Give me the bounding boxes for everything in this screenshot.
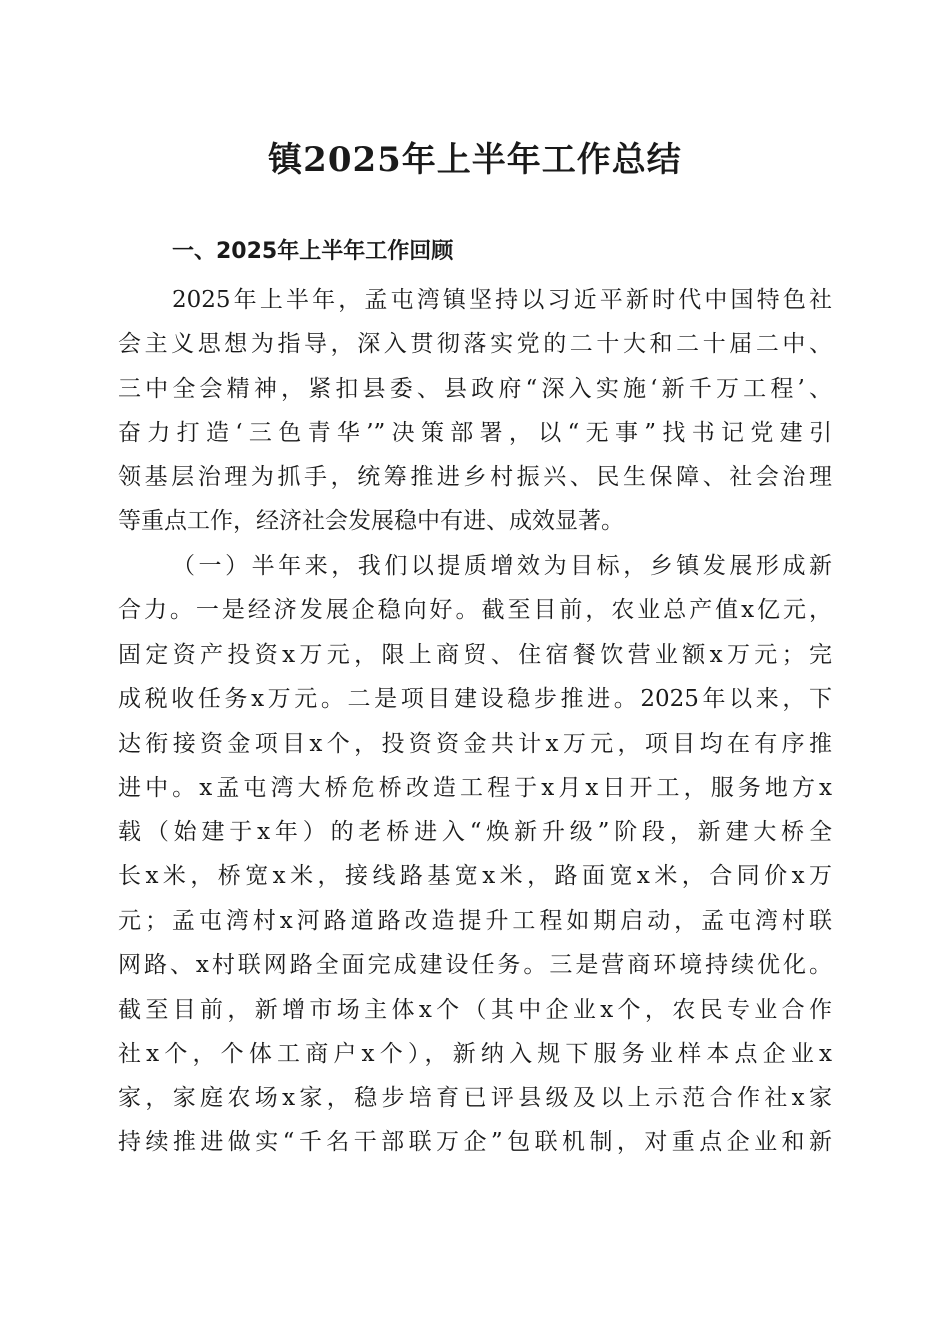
paragraph-line: 2025年上半年，孟屯湾镇坚持以习近平新时代中国特色社	[172, 287, 832, 313]
paragraph-line: 奋力打造‘三色青华’”决策部署，以“无事”找书记党建引	[118, 420, 832, 446]
document-title: 镇2025年上半年工作总结	[268, 140, 682, 180]
paragraph-line: 等重点工作，经济社会发展稳中有进、成效显著。	[118, 508, 624, 534]
paragraph-line: 长x米，桥宽x米，接线路基宽x米，路面宽x米，合同价x万	[118, 863, 832, 889]
paragraph-line: 载（始建于x年）的老桥进入“焕新升级”阶段，新建大桥全	[118, 819, 832, 845]
paragraph-line: 元；孟屯湾村x河路道路改造提升工程如期启动，孟屯湾村联	[118, 908, 832, 934]
paragraph-line: 会主义思想为指导，深入贯彻落实党的二十大和二十届二中、	[118, 331, 832, 357]
paragraph-line: 合力。一是经济发展企稳向好。截至目前，农业总产值x亿元，	[118, 597, 832, 623]
paragraph-line: 进中。x孟屯湾大桥危桥改造工程于x月x日开工，服务地方x	[118, 775, 832, 801]
paragraph-line: 成税收任务x万元。二是项目建设稳步推进。2025年以来，下	[118, 686, 832, 712]
paragraph-line: 固定资产投资x万元，限上商贸、住宿餐饮营业额x万元；完	[118, 642, 832, 668]
paragraph-line: 达衔接资金项目x个，投资资金共计x万元，项目均在有序推	[118, 731, 832, 757]
paragraph-line: 截至目前，新增市场主体x个（其中企业x个，农民专业合作	[118, 997, 832, 1023]
paragraph-line: 社x个，个体工商户x个），新纳入规下服务业样本点企业x	[118, 1041, 832, 1067]
paragraph-line: 家，家庭农场x家，稳步培育已评县级及以上示范合作社x家	[118, 1085, 832, 1111]
paragraph-line: 三中全会精神，紧扣县委、县政府“深入实施‘新千万工程’、	[118, 376, 832, 402]
paragraph-line: 网路、x村联网路全面完成建设任务。三是营商环境持续优化。	[118, 952, 832, 978]
paragraph-line: 持续推进做实“千名干部联万企”包联机制，对重点企业和新	[118, 1129, 832, 1155]
paragraph-line: 领基层治理为抓手，统筹推进乡村振兴、民生保障、社会治理	[118, 464, 832, 490]
section-heading: 一、2025年上半年工作回顾	[172, 239, 454, 264]
paragraph-line: （一）半年来，我们以提质增效为目标，乡镇发展形成新	[172, 553, 832, 579]
